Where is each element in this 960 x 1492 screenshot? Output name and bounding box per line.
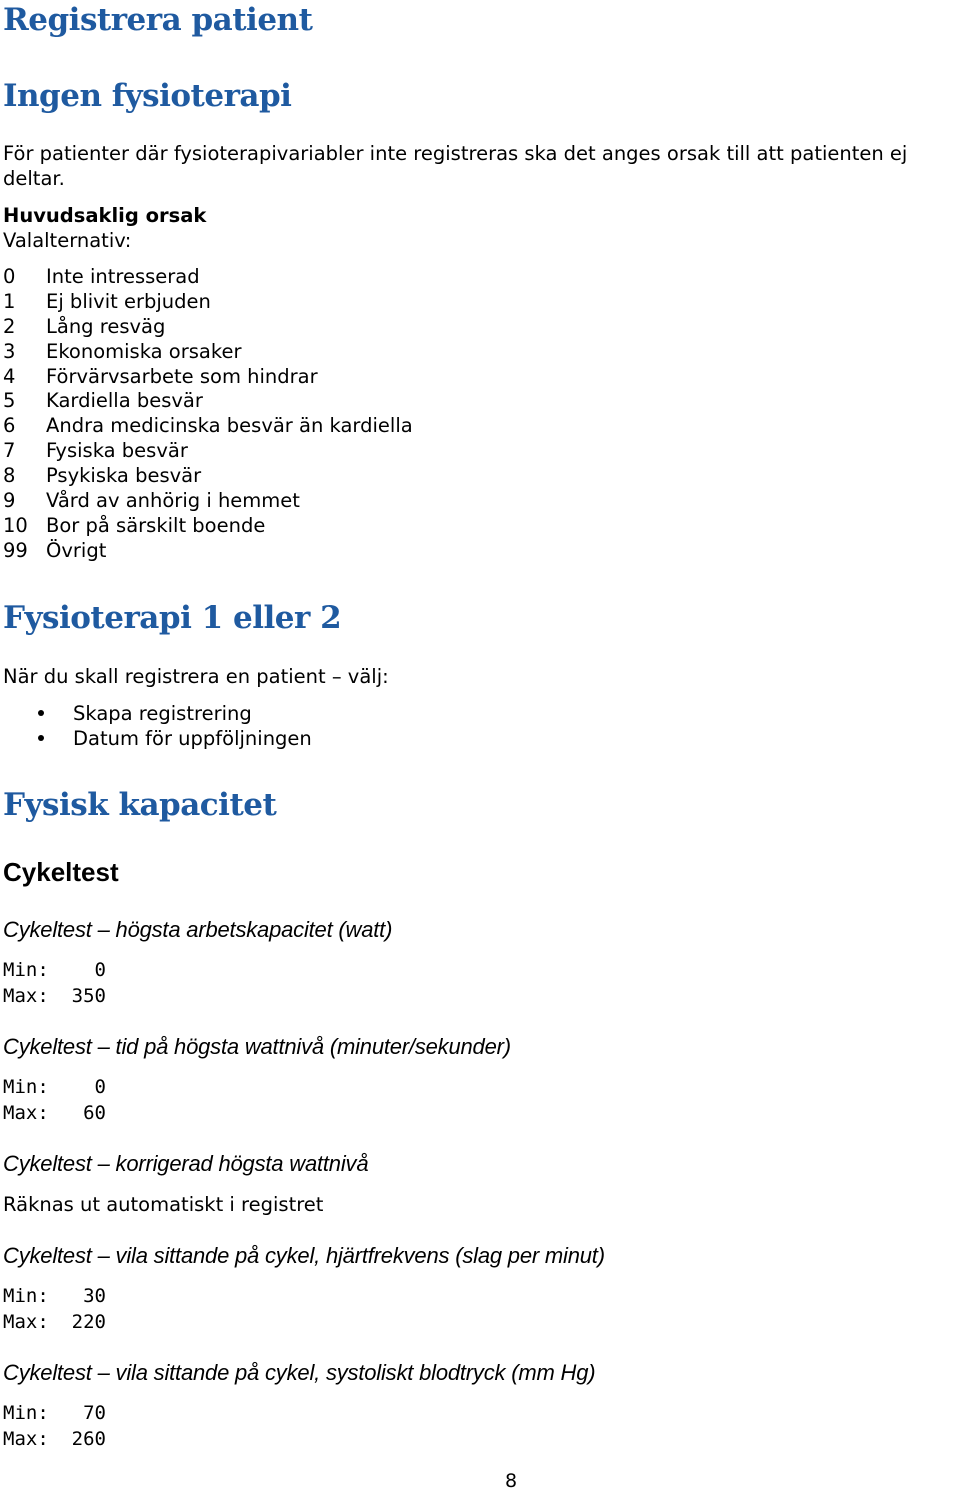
min-label: Min: xyxy=(3,959,49,981)
min-value: 0 xyxy=(94,1076,106,1098)
option-text: Psykiska besvär xyxy=(46,464,202,488)
bullet-list xyxy=(0,701,312,751)
max-value: 260 xyxy=(71,1427,106,1450)
subheading-huvudsaklig-orsak: Huvudsaklig orsak xyxy=(3,204,207,227)
option-code: 8 xyxy=(3,464,16,488)
min-value: 30 xyxy=(83,1285,106,1307)
page-number: 8 xyxy=(504,1470,518,1492)
item-note: Räknas ut automatiskt i registret xyxy=(3,1193,324,1216)
min-max-block xyxy=(3,1401,106,1452)
list-item xyxy=(3,514,413,539)
fysio-instruction: När du skall registrera en patient – välj: xyxy=(3,665,389,688)
max-label: Max: xyxy=(3,1427,49,1450)
option-code: 7 xyxy=(3,439,16,463)
max-label: Max: xyxy=(3,1310,49,1333)
option-code: 9 xyxy=(3,489,16,513)
min-max-block xyxy=(3,958,106,1009)
bullet-icon xyxy=(38,735,44,741)
option-text: Ej blivit erbjuden xyxy=(46,289,211,313)
option-text: Fysiska besvär xyxy=(46,439,188,463)
option-text: Vård av anhörig i hemmet xyxy=(46,489,300,513)
max-value: 60 xyxy=(83,1101,106,1124)
list-item xyxy=(3,315,413,340)
option-code: 5 xyxy=(3,389,16,413)
bullet-text: Datum för uppföljningen xyxy=(73,727,312,750)
max-label: Max: xyxy=(3,1101,49,1124)
option-text: Inte intresserad xyxy=(46,265,200,288)
min-value: 70 xyxy=(83,1402,106,1424)
heading-ingen-fysioterapi: Ingen fysioterapi xyxy=(3,78,292,114)
list-item xyxy=(3,439,413,464)
heading-fysisk-kapacitet: Fysisk kapacitet xyxy=(3,787,277,823)
heading-fysioterapi-1-eller-2: Fysioterapi 1 eller 2 xyxy=(3,600,342,636)
option-text: Ekonomiska orsaker xyxy=(46,339,242,363)
list-item xyxy=(3,265,413,290)
option-code: 10 xyxy=(3,513,28,537)
option-code: 0 xyxy=(3,265,16,288)
list-item xyxy=(3,340,413,365)
option-code: 2 xyxy=(3,314,16,338)
option-code: 4 xyxy=(3,364,16,388)
list-item xyxy=(0,726,312,751)
item-title: Cykeltest – tid på högsta wattnivå (minuter/sekunder) xyxy=(3,1034,511,1059)
min-max-block xyxy=(3,1075,106,1126)
option-code: 99 xyxy=(3,538,28,562)
option-text: Övrigt xyxy=(46,538,107,562)
option-code: 3 xyxy=(3,339,16,363)
list-item xyxy=(3,464,413,489)
list-item xyxy=(3,365,413,390)
min-max-block xyxy=(3,1284,106,1335)
item-title: Cykeltest – korrigerad högsta wattnivå xyxy=(3,1151,369,1176)
bullet-icon xyxy=(38,710,44,716)
list-item xyxy=(0,701,312,726)
option-code: 1 xyxy=(3,289,16,313)
option-code: 6 xyxy=(3,414,16,438)
min-value: 0 xyxy=(94,959,106,981)
option-text: Lång resväg xyxy=(46,314,166,338)
intro-line-1: För patienter där fysioterapivariabler inte registreras ska det anges orsak till att patienten ej xyxy=(3,142,908,165)
subheading-cykeltest: Cykeltest xyxy=(3,857,119,887)
option-text: Bor på särskilt boende xyxy=(46,513,266,537)
min-label: Min: xyxy=(3,1076,49,1098)
item-title: Cykeltest – vila sittande på cykel, hjärtfrekvens (slag per minut) xyxy=(3,1243,605,1268)
option-text: Andra medicinska besvär än kardiella xyxy=(46,414,413,438)
valalternativ-label: Valalternativ: xyxy=(3,229,132,252)
max-value: 220 xyxy=(71,1310,106,1333)
min-label: Min: xyxy=(3,1402,49,1424)
item-title: Cykeltest – högsta arbetskapacitet (watt) xyxy=(3,917,393,942)
list-item xyxy=(3,389,413,414)
intro-line-2: deltar. xyxy=(3,167,65,190)
bullet-text: Skapa registrering xyxy=(73,702,252,725)
page-title: Registrera patient xyxy=(3,2,313,38)
list-item xyxy=(3,539,413,564)
min-label: Min: xyxy=(3,1285,49,1307)
item-title: Cykeltest – vila sittande på cykel, systoliskt blodtryck (mm Hg) xyxy=(3,1360,596,1385)
list-item xyxy=(3,489,413,514)
max-value: 350 xyxy=(71,984,106,1007)
option-list xyxy=(3,265,413,564)
option-text: Förvärvsarbete som hindrar xyxy=(46,364,318,388)
max-label: Max: xyxy=(3,984,49,1007)
list-item xyxy=(3,290,413,315)
list-item xyxy=(3,414,413,439)
option-text: Kardiella besvär xyxy=(46,389,203,413)
